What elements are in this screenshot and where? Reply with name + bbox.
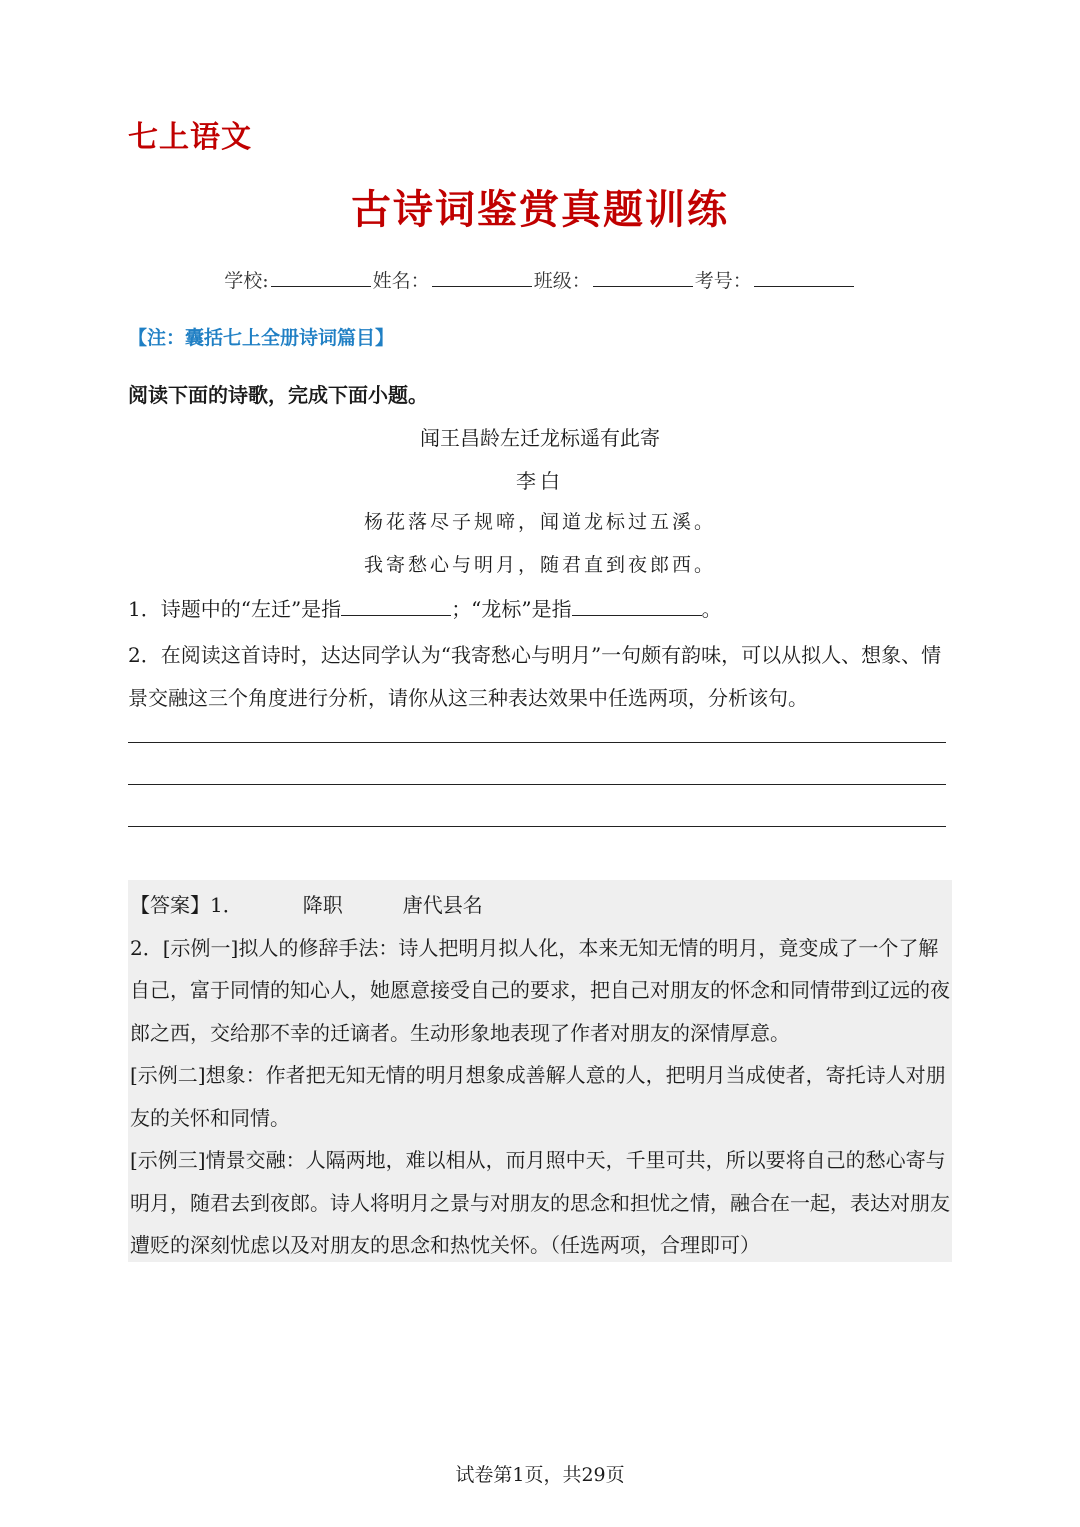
poem-title: 闻王昌龄左迁龙标遥有此寄 — [420, 426, 660, 450]
poem-line: 我寄愁心与明月，随君直到夜郎西。 — [363, 554, 716, 576]
scope-note: 【注：囊括七上全册诗词篇目】 — [128, 327, 395, 349]
subject-label: 七上语文 — [128, 120, 252, 155]
q1-blank-1[interactable] — [341, 597, 451, 616]
school-label: 学校: — [224, 270, 269, 292]
answer-2-example-2: [示例二]想象：作者把无知无情的明月想象成善解人意的人，把明月当成使者，寄托诗人对朋友的关怀和同情。 — [130, 1063, 946, 1130]
q1-blank-2[interactable] — [572, 597, 702, 616]
page-title: 古诗词鉴赏真题训练 — [351, 186, 729, 233]
number-blank[interactable] — [754, 268, 854, 287]
student-info-line — [0, 266, 1080, 293]
answer-1-1: 降职 — [302, 893, 343, 917]
page-footer: 试卷第1页，共29页 — [455, 1464, 625, 1486]
answer-1: 【答案】1． 降职 唐代县名 — [130, 893, 483, 917]
class-label: 班级： — [533, 270, 591, 292]
poem-line: 杨花落尽子规啼，闻道龙标过五溪。 — [363, 511, 716, 533]
poem-author: 李白 — [516, 469, 564, 493]
answer-1-2: 唐代县名 — [402, 893, 483, 917]
answer-2-example-3: [示例三]情景交融：人隔两地，难以相从，而月照中天，千里可共，所以要将自己的愁心寄与明月，随君去到夜郎。诗人将明月之景与对朋友的思念和担忧之情，融合在一起，表达对朋友遭贬的深刻忧虑以及对朋友的思念和热忱关怀。（任选两项，合理即可） — [130, 1148, 950, 1257]
school-blank[interactable] — [271, 268, 371, 287]
answer-line[interactable] — [128, 826, 946, 827]
question-1: 1．诗题中的“左迁”是指 ；“龙标”是指 。 — [128, 597, 722, 621]
answer-line[interactable] — [128, 784, 946, 785]
name-blank[interactable] — [432, 268, 532, 287]
name-label: 姓名： — [372, 270, 430, 292]
class-blank[interactable] — [593, 268, 693, 287]
reading-instruction: 阅读下面的诗歌，完成下面小题。 — [128, 383, 428, 407]
answer-section — [130, 884, 952, 1267]
answer-line[interactable] — [128, 742, 946, 743]
answer-2-example-1: 2．[示例一]拟人的修辞手法：诗人把明月拟人化，本来无知无情的明月，竟变成了一个了解自己，富于同情的知心人，她愿意接受自己的要求，把自己对朋友的怀念和同情带到辽远的夜郎之西，交给那不幸的迁谪者。生动形象地表现了作者对朋友的深情厚意。 — [130, 935, 950, 1045]
question-2: 2．在阅读这首诗时，达达同学认为“我寄愁心与明月”一句颇有韵味，可以从拟人、想象、情景交融这三个角度进行分析，请你从这三种表达效果中任选两项，分析该句。 — [128, 643, 942, 710]
number-label: 考号： — [694, 270, 752, 292]
